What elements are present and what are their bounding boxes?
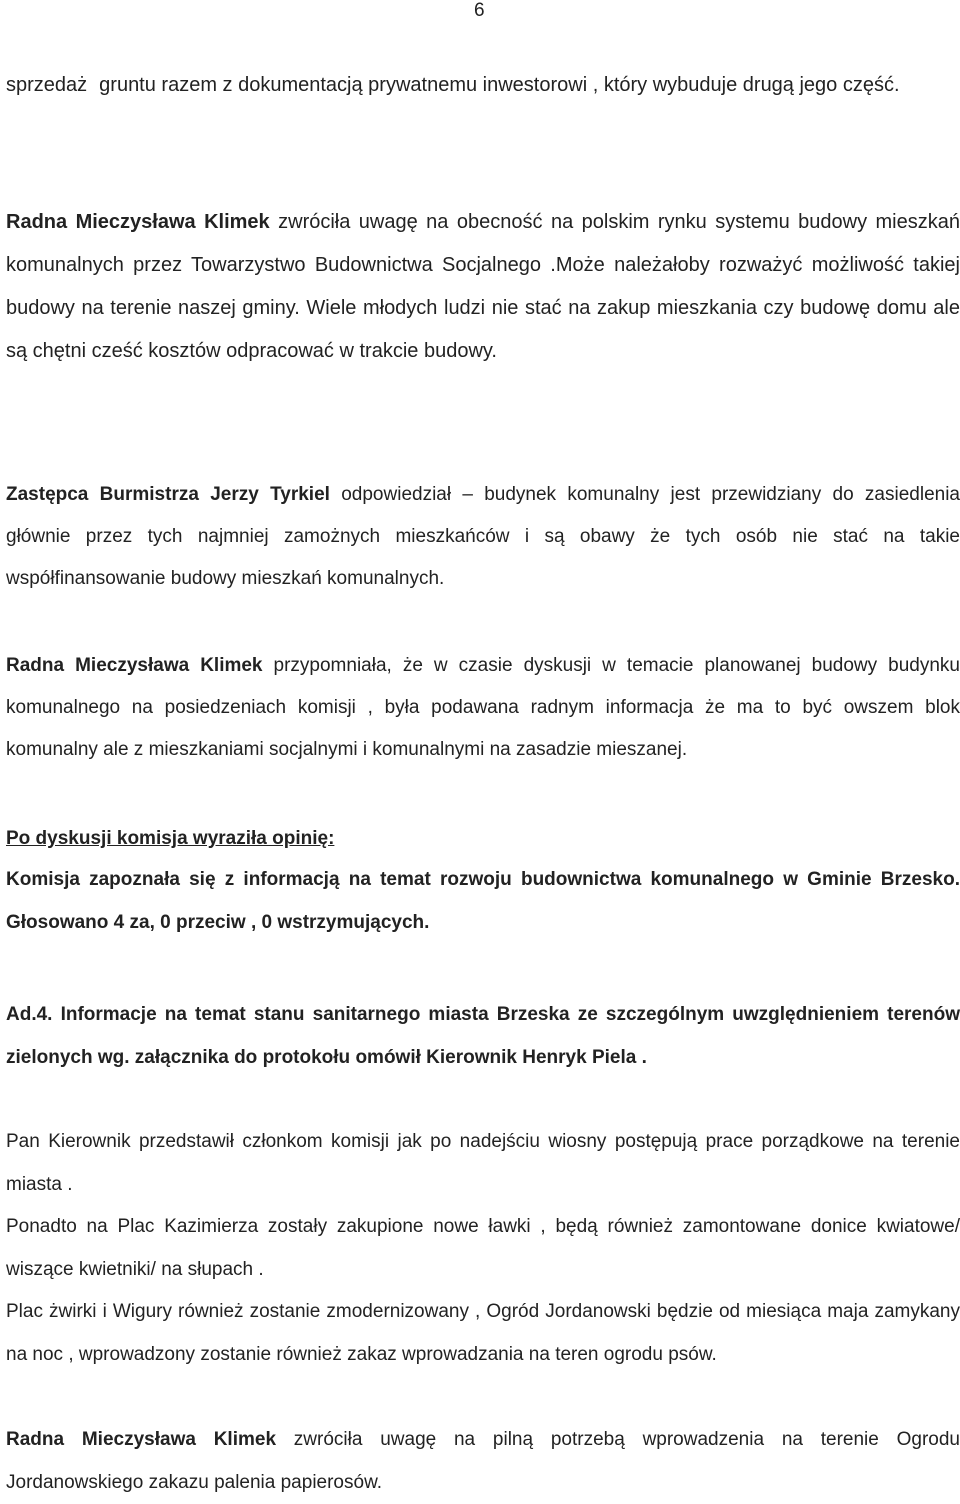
paragraph-text: zwróciła uwagę na pilną potrzebą wprowadzenia na terenie Ogrodu Jordanowskiego zakazu palenia papierosów. (6, 1429, 960, 1493)
paragraph-text: zwróciła uwagę na obecność na polskim rynku systemu budowy mieszkań komunalnych przez Towarzystwo Budownictwa Socjalnego .Może należałoby rozważyć możliwość takiej budowy na terenie naszej gminy. Wiele młodych ludzi nie stać na zakup mieszkania czy budowę domu ale są chętni cześć kosztów odpracować w trakcie budowy. (6, 211, 960, 362)
paragraph-sale-lead: sprzedaż (6, 74, 88, 96)
page-number: 6 (474, 0, 485, 21)
paragraph-benches: Ponadto na Plac Kazimierza zostały zakupione nowe ławki , będą również zamontowane donice kwiatowe/ wiszące kwietniki/ na słupach . (6, 1216, 960, 1280)
paragraph-klimek-remark (6, 201, 960, 373)
agenda-item-4: Ad.4. Informacje na temat stanu sanitarnego miasta Brzeska ze szczególnym uwzględnieniem terenów zielonych wg. załącznika do protokołu omówił Kierownik Henryk Piela . (6, 1004, 960, 1068)
paragraph-tyrkiel-reply (6, 474, 960, 600)
paragraph-text: odpowiedział – budynek komunalny jest przewidziany do zasiedlenia głównie przez tych najmniej zamożnych mieszkańców i są obawy że tych osób nie stać na takie współfinansowanie budowy mieszkań komunalnych. (6, 484, 960, 589)
paragraph-klimek-reminder (6, 645, 960, 771)
speaker-name: Zastępca Burmistrza Jerzy Tyrkiel (6, 484, 330, 505)
speaker-name: Radna Mieczysława Klimek (6, 1429, 277, 1450)
speaker-name: Radna Mieczysława Klimek (6, 211, 270, 233)
paragraph-sale-text: gruntu razem z dokumentacją prywatnemu inwestorowi , który wybuduje drugą jego część. (99, 74, 900, 96)
paragraph-garden: Plac żwirki i Wigury również zostanie zmodernizowany , Ogród Jordanowski będzie od miesiąca maja zamykany na noc , wprowadzony zostanie również zakaz wprowadzania na teren ogrodu psów. (6, 1301, 960, 1365)
paragraph-cleanup: Pan Kierownik przedstawił członkom komisji jak po nadejściu wiosny postępują prace porządkowe na terenie miasta . (6, 1131, 960, 1195)
speaker-name: Radna Mieczysława Klimek (6, 655, 263, 676)
opinion-heading: Po dyskusji komisja wyraziła opinię: (6, 828, 335, 849)
paragraph-sale (6, 64, 960, 107)
paragraph-text: przypomniała, że w czasie dyskusji w temacie planowanej budowy budynku komunalnego na posiedzeniach komisji , była podawana radnym informacja że ma to być owszem blok komunalny ale z mieszkaniami socjalnymi i komunalnymi na zasadzie mieszanej. (6, 655, 960, 760)
opinion-text: Komisja zapoznała się z informacją na temat rozwoju budownictwa komunalnego w Gminie Brzesko. Głosowano 4 za, 0 przeciw , 0 wstrzymujących. (6, 869, 960, 933)
paragraph-smoking-ban (6, 1418, 960, 1504)
